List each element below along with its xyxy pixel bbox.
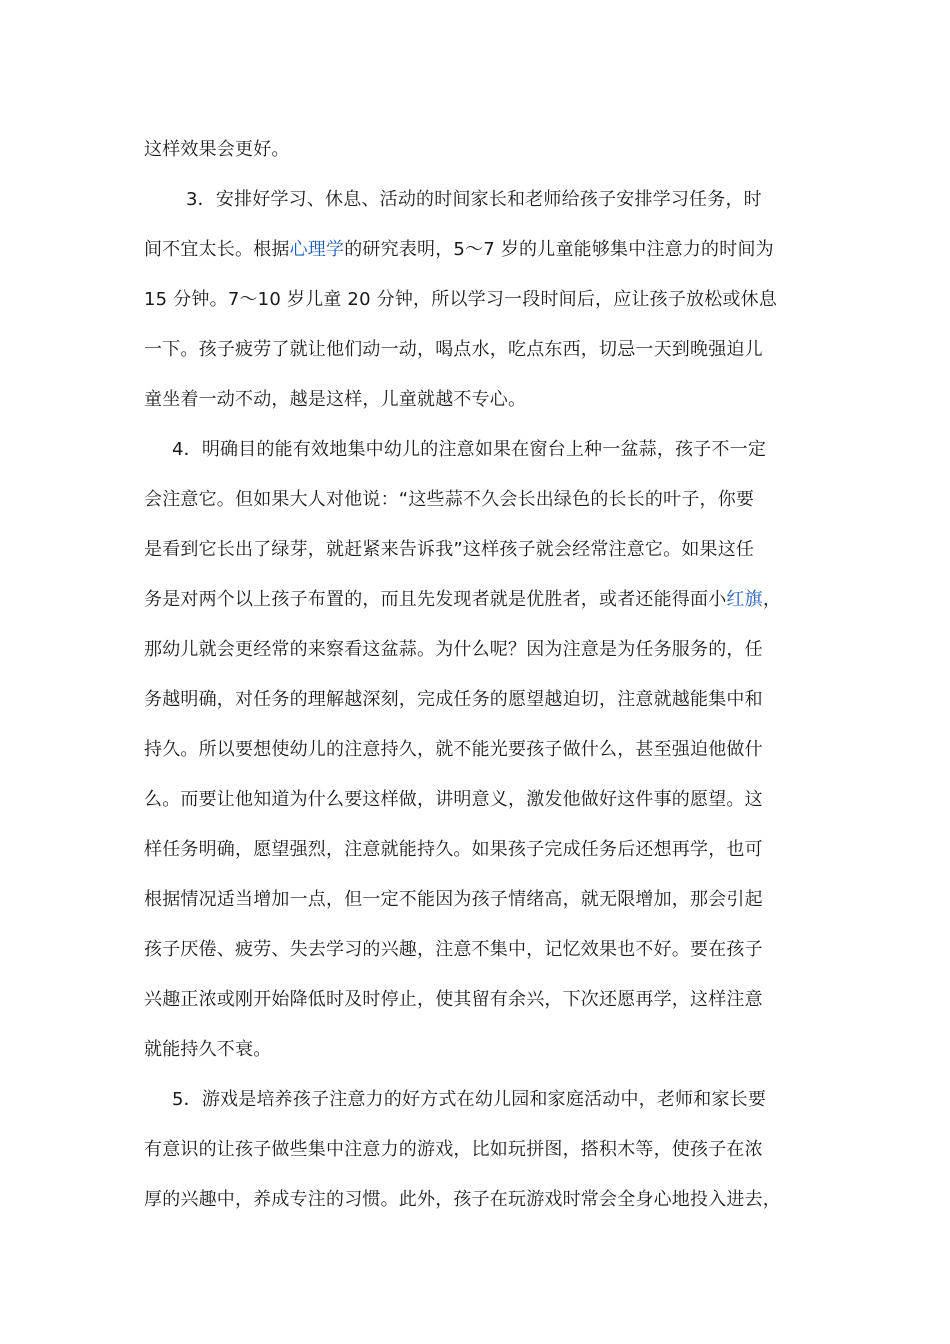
text-line: 那幼儿就会更经常的来察看这盆蒜。为什么呢？因为注意是为任务服务的，任 xyxy=(144,639,763,660)
text-line: 15 分钟。7～10 岁儿童 20 分钟，所以学习一段时间后，应让孩子放松或休息 xyxy=(144,289,778,310)
red-flag-link[interactable]: 红旗 xyxy=(726,589,763,610)
text-line: 这样效果会更好。 xyxy=(144,139,290,160)
text-line: 兴趣正浓或刚开始降低时及时停止，使其留有余兴，下次还愿再学，这样注意 xyxy=(144,989,763,1010)
psychology-link[interactable]: 心理学 xyxy=(289,239,345,260)
text-line: 务越明确，对任务的理解越深刻，完成任务的愿望越迫切，注意就越能集中和 xyxy=(144,689,763,710)
text-line: 间不宜太长。根据心理学的研究表明，5～7 岁的儿童能够集中注意力的时间为 xyxy=(144,239,774,260)
text-line: 务是对两个以上孩子布置的，而且先发现者就是优胜者，或者还能得面小红旗， xyxy=(144,589,782,610)
text-line: 厚的兴趣中，养成专注的习惯。此外，孩子在玩游戏时常会全身心地投入进去， xyxy=(144,1189,781,1210)
text-line: 童坐着一动不动，越是这样，儿童就越不专心。 xyxy=(144,389,527,410)
text-line: 持久。所以要想使幼儿的注意持久，就不能光要孩子做什么，甚至强迫他做什 xyxy=(144,739,763,760)
text-line: 会注意它。但如果大人对他说：“这些蒜不久会长出绿色的长长的叶子，你要 xyxy=(144,489,755,510)
text-line: 5．游戏是培养孩子注意力的好方式在幼儿园和家庭活动中，老师和家长要 xyxy=(172,1089,767,1110)
text-line: 样任务明确，愿望强烈，注意就能持久。如果孩子完成任务后还想再学，也可 xyxy=(144,839,763,860)
text-line: 有意识的让孩子做些集中注意力的游戏，比如玩拼图，搭积木等，使孩子在浓 xyxy=(144,1139,763,1160)
text-line: 一下。孩子疲劳了就让他们动一动，喝点水，吃点东西，切忌一天到晚强迫儿 xyxy=(144,339,763,360)
text-line: 是看到它长出了绿芽，就赶紧来告诉我”这样孩子就会经常注意它。如果这任 xyxy=(144,539,755,560)
text-line: 3．安排好学习、休息、活动的时间家长和老师给孩子安排学习任务，时 xyxy=(186,189,762,210)
text-line: 就能持久不衰。 xyxy=(144,1039,272,1060)
text-line: 孩子厌倦、疲劳、失去学习的兴趣，注意不集中，记忆效果也不好。要在孩子 xyxy=(144,939,763,960)
text-line: 根据情况适当增加一点，但一定不能因为孩子情绪高，就无限增加，那会引起 xyxy=(144,889,763,910)
text-line: 么。而要让他知道为什么要这样做，讲明意义，激发他做好这件事的愿望。这 xyxy=(144,789,763,810)
text-line: 4．明确目的能有效地集中幼儿的注意如果在窗台上种一盆蒜，孩子不一定 xyxy=(172,439,767,460)
